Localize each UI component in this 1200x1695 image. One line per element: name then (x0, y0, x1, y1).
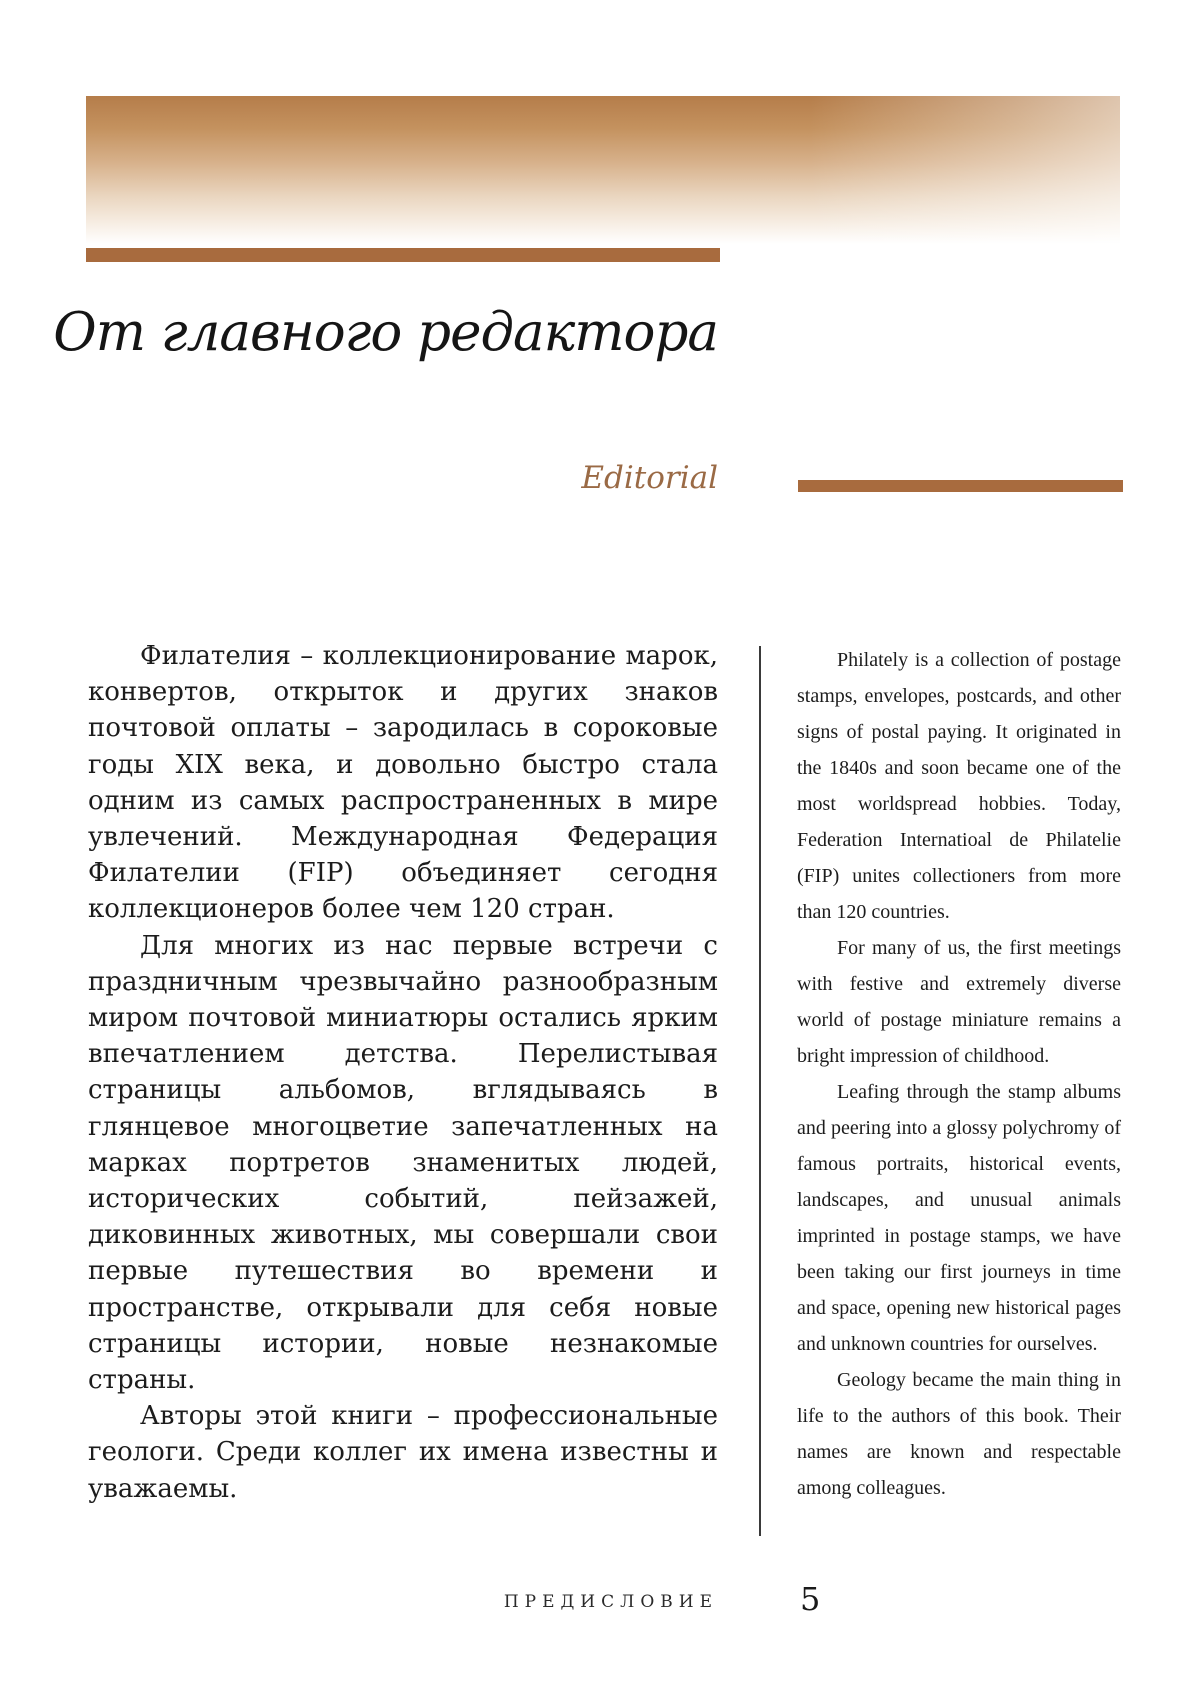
page-subtitle: Editorial (581, 460, 718, 496)
page-number: 5 (800, 1580, 821, 1618)
ru-paragraph: Авторы этой книги – профессиональные геологи. Среди коллег их имена известны и уважаемы. (88, 1401, 718, 1504)
column-divider (759, 646, 761, 1536)
ru-paragraph: Филателия – коллекционирование марок, конвертов, открыток и других знаков почтовой оплаты – зародилась в сороковые годы XIX века, и довольно быстро стала одним из самых распространенных в мире увлечений. Международная Федерация Филателии (FIP) объединяет сегодня коллекционеров более чем 120 стран. (88, 641, 718, 925)
page-title: От главного редактора (53, 302, 718, 363)
russian-text-column (88, 638, 718, 1507)
subtitle-rule (798, 480, 1123, 492)
ru-paragraph: Для многих из нас первые встречи с праздничным чрезвычайно разнообразным миром почтовой миниатюры остались ярким впечатлением детства. Перелистывая страницы альбомов, вглядываясь в глянцевое многоцветие запечатленных на марках портретов знаменитых людей, исторических событий, пейзажей, диковинных животных, мы совершали свои первые путешествия во времени и пространстве, открывали для себя новые страницы истории, новые незнакомые страны. (88, 930, 718, 1396)
title-rule (86, 248, 720, 262)
running-footer-section: ПРЕДИСЛОВИЕ (503, 1592, 718, 1612)
en-paragraph: Leafing through the stamp albums and peering into a glossy polychromy of famous portraits, historical events, landscapes, and unusual animals imprinted in postage stamps, we have been taking our first journeys in time and space, opening new historical pages and unknown countries for ourselves. (797, 1081, 1121, 1355)
en-paragraph: Philately is a collection of postage stamps, envelopes, postcards, and other signs of postal paying. It originated in the 1840s and soon became one of the most worldspread hobbies. Today, Federation Internatioal de Philatelie (FIP) unites collectioners from more than 120 countries. (797, 649, 1121, 923)
header-band-fade (86, 96, 1120, 244)
english-text-column (797, 642, 1121, 1506)
en-paragraph: Geology became the main thing in life to the authors of this book. Their names are known and respectable among colleagues. (797, 1369, 1121, 1499)
en-paragraph: For many of us, the first meetings with festive and extremely diverse world of postage miniature remains a bright impression of childhood. (797, 937, 1121, 1067)
